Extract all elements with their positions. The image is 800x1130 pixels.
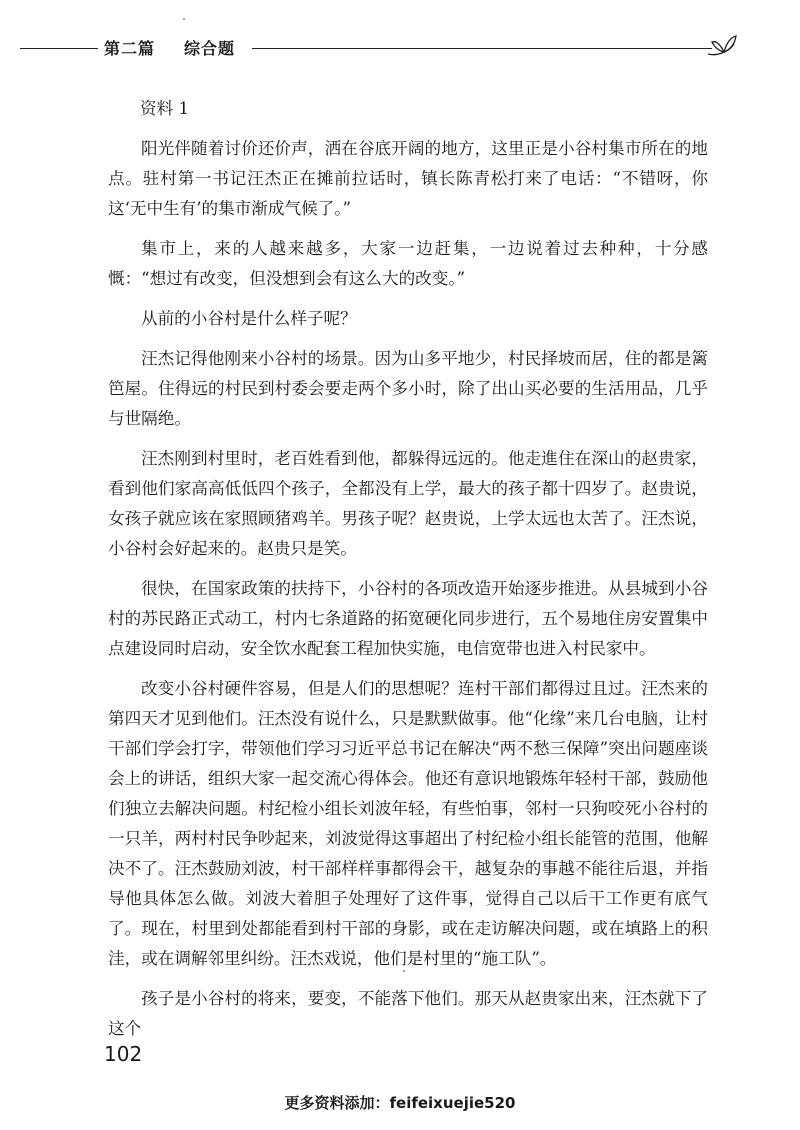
scan-speck [183, 18, 185, 20]
header-rule-right [252, 48, 712, 49]
paragraph: 从前的小谷村是什么样子呢？ [141, 309, 357, 328]
page-header [20, 30, 780, 70]
sprout-icon [704, 30, 740, 60]
header-rule-left [20, 48, 98, 49]
paragraph: 改变小谷村硬件容易，但是人们的思想呢？连村干部们都得过且过。汪杰来的第四天才见到他们。汪杰没有说什么，只是默默做事。他“化缘”来几台电脑，让村干部们学会打字，带领他们学习习近平总书记在解决“两不愁三保障”突出问题座谈会上的讲话，组织大家一起交流心得体会。他还有意识地锻炼年轻村干部，鼓励他们独立去解决问题。村纪检小组长刘波年轻，有些怕事，邻村一只狗咬死小谷村的一只羊，两村村民争吵起来，刘波觉得这事超出了村纪检小组长能管的范围，他解决不了。汪杰鼓励刘波，村干部样样事都得会干，越复杂的事越不能往后退，并指导他具体怎么做。刘波大着胆子处理好了这件事，觉得自己以后干工作更有底气了。现在，村里到处都能看到村干部的身影，或在走访解决问题，或在填路上的积洼，或在调解邻里纠纷。汪杰戏说，他们是村里的“施工队”。 [108, 679, 708, 968]
header-section-title: 综合题 [184, 39, 236, 58]
paragraph: 汪杰记得他刚来小谷村的场景。因为山多平地少，村民择坡而居，住的都是篱笆屋。住得远的村民到村委会要走两个多小时，除了出山买必要的生活用品，几乎与世隔绝。 [108, 349, 708, 428]
paragraph: 孩子是小谷村的将来，要变，不能落下他们。那天从赵贵家出来，汪杰就下了这个 [108, 989, 708, 1038]
footer-contact-note: 更多资料添加：feifeixuejie520 [284, 1094, 516, 1112]
paragraph: 汪杰刚到村里时，老百姓看到他，都躲得远远的。他走進住在深山的赵贵家，看到他们家高高低低四个孩子，全都没有上学，最大的孩子都十四岁了。赵贵说，女孩子就应该在家照顾猪鸡羊。男孩子呢？赵贵说，上学太远也太苦了。汪杰说，小谷村会好起来的。赵贵只是笑。 [108, 449, 708, 558]
paragraph: 很快，在国家政策的扶持下，小谷村的各项改造开始逐步推进。从县城到小谷村的苏民路正式动工，村内七条道路的拓宽硬化同步进行，五个易地住房安置集中点建设同时启动，安全饮水配套工程加快实施，电信宽带也进入村民家中。 [108, 579, 708, 658]
paragraph: 集市上，来的人越来越多，大家一边赶集，一边说着过去种种，十分感慨：“想过有改变，但没想到会有这么大的改变。” [108, 239, 708, 288]
material-label: 资料 1 [140, 99, 190, 118]
document-body [108, 94, 708, 1054]
header-part-label: 第二篇 [104, 39, 156, 58]
page-number: 102 [104, 1042, 143, 1066]
paragraph: 阳光伴随着讨价还价声，洒在谷底开阔的地方，这里正是小谷村集市所在的地点。驻村第一书记汪杰正在摊前拉话时，镇长陈青松打来了电话：“不错呀，你这‘无中生有’的集市渐成气候了。” [108, 139, 708, 218]
